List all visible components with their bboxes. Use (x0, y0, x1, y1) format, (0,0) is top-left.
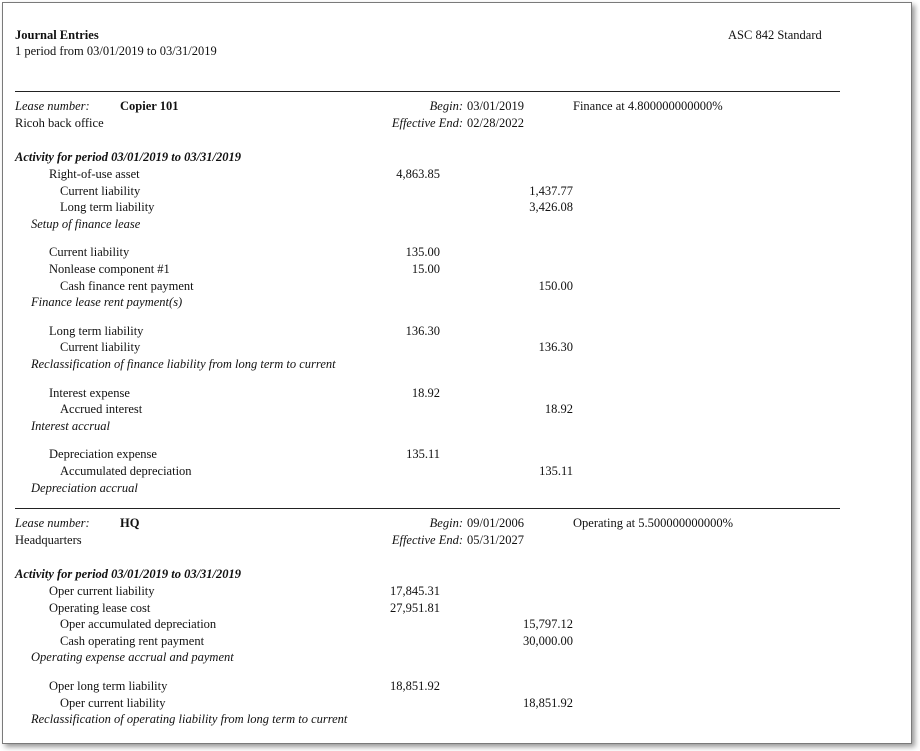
effective-end-label: Effective End: (391, 116, 463, 130)
section-divider (15, 91, 840, 92)
credit-amount: 136.30 (538, 340, 573, 355)
journal-account: Interest expense (49, 385, 130, 400)
journal-account: Nonlease component #1 (49, 262, 170, 276)
debit-amount: 135.00 (405, 245, 440, 260)
debit-amount: 135.11 (406, 447, 440, 462)
credit-amount: 150.00 (538, 278, 573, 293)
credit-amount: 3,426.08 (529, 200, 573, 215)
journal-memo: Interest accrual (31, 418, 111, 433)
journal-account: Long term liability (49, 323, 144, 338)
credit-amount: 30,000.00 (523, 633, 573, 648)
journal-account: Operating lease cost (49, 600, 151, 615)
begin-date: 09/01/2006 (467, 516, 524, 530)
debit-amount: 4,863.85 (396, 167, 440, 181)
journal-account: Accumulated depreciation (60, 464, 192, 478)
journal-memo: Depreciation accrual (31, 480, 138, 495)
debit-amount: 17,845.31 (390, 584, 440, 598)
journal-account: Oper accumulated depreciation (60, 617, 217, 632)
journal-account: Depreciation expense (49, 447, 157, 462)
credit-amount: 1,437.77 (529, 183, 573, 198)
lease-number: HQ (120, 516, 140, 530)
lease-classification: Finance at 4.800000000000% (573, 99, 723, 113)
lease-number-label: Lease number: (15, 99, 90, 113)
debit-amount: 15.00 (411, 262, 440, 276)
journal-memo: Setup of finance lease (31, 216, 141, 231)
journal-account: Accrued interest (60, 402, 143, 417)
journal-memo: Reclassification of operating liability from long term to current (31, 712, 348, 727)
journal-account: Right-of-use asset (49, 167, 140, 181)
journal-account: Current liability (60, 183, 141, 198)
report-title: Journal Entries (15, 28, 99, 42)
lease-number-label: Lease number: (15, 516, 90, 530)
section-divider (15, 508, 840, 509)
debit-amount: 18,851.92 (390, 679, 440, 693)
journal-account: Cash operating rent payment (60, 633, 205, 648)
effective-end-date: 05/31/2027 (467, 533, 524, 547)
effective-end-date: 02/28/2022 (467, 116, 524, 130)
journal-account: Long term liability (60, 200, 155, 215)
journal-memo: Operating expense accrual and payment (31, 650, 234, 665)
begin-label: Begin: (429, 516, 463, 530)
journal-memo: Finance lease rent payment(s) (31, 295, 183, 310)
credit-amount: 18.92 (544, 402, 573, 417)
report-standard: ASC 842 Standard (728, 28, 822, 42)
begin-date: 03/01/2019 (467, 99, 524, 113)
activity-title: Activity for period 03/01/2019 to 03/31/2019 (15, 567, 242, 581)
debit-amount: 136.30 (405, 323, 440, 338)
debit-amount: 27,951.81 (390, 600, 440, 615)
debit-amount: 18.92 (411, 385, 440, 400)
begin-label: Begin: (429, 99, 463, 113)
report-page (2, 2, 912, 744)
report-period: 1 period from 03/01/2019 to 03/31/2019 (15, 44, 217, 58)
lease-number: Copier 101 (120, 99, 179, 113)
lease-description: Ricoh back office (15, 116, 104, 130)
journal-account: Oper current liability (49, 584, 155, 598)
journal-account: Oper current liability (60, 695, 166, 710)
lease-classification: Operating at 5.500000000000% (573, 516, 734, 530)
journal-account: Current liability (49, 245, 130, 260)
journal-memo: Reclassification of finance liability from long term to current (31, 357, 336, 371)
lease-description: Headquarters (15, 533, 82, 547)
journal-account: Cash finance rent payment (60, 278, 194, 293)
effective-end-label: Effective End: (391, 533, 463, 547)
credit-amount: 18,851.92 (523, 695, 573, 710)
credit-amount: 15,797.12 (523, 617, 573, 632)
journal-account: Current liability (60, 340, 141, 355)
activity-title: Activity for period 03/01/2019 to 03/31/2019 (15, 150, 242, 164)
journal-account: Oper long term liability (49, 679, 168, 693)
credit-amount: 135.11 (539, 464, 573, 478)
